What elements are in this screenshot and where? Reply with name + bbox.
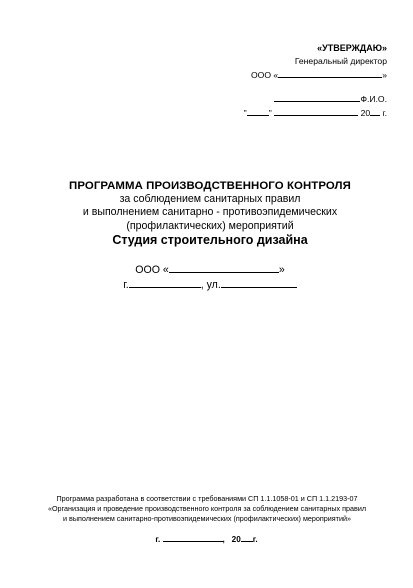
approval-position: Генеральный директор xyxy=(294,56,387,66)
city-blank xyxy=(129,277,201,288)
footer-line-2: «Организация и проведение производственного контроля за соблюдением санитарных правил xyxy=(47,504,367,513)
subtitle-line-3: (профилактических) мероприятий xyxy=(126,219,294,232)
subtitle-line-2: и выполнением санитарно - противоэпидемических xyxy=(82,206,338,219)
subtitle-line-1: за соблюдением санитарных правил xyxy=(119,193,301,205)
document-title: ПРОГРАММА ПРОИЗВОДСТВЕННОГО КОНТРОЛЯ xyxy=(69,180,351,192)
footer-city-prefix: г. xyxy=(155,535,161,544)
approval-date xyxy=(217,106,387,120)
footer-year-prefix: 20 xyxy=(231,535,241,544)
year-blank xyxy=(370,106,380,116)
street-blank xyxy=(221,277,297,288)
date-mid-quote: " xyxy=(268,108,272,118)
month-blank xyxy=(274,106,358,116)
approval-block xyxy=(217,42,387,120)
date-year-prefix: 20 xyxy=(360,108,371,118)
company-name: Студия строительного дизайна xyxy=(112,233,308,247)
approval-heading: «УТВЕРЖДАЮ» xyxy=(317,43,387,53)
approval-org-prefix: ООО « xyxy=(250,70,279,80)
approval-org-suffix: » xyxy=(382,70,387,80)
city-prefix: г. xyxy=(123,279,129,291)
day-blank xyxy=(247,106,269,116)
signature-blank xyxy=(274,92,360,102)
org-blank xyxy=(169,262,279,273)
footer-note xyxy=(12,494,402,524)
footer-city-blank xyxy=(163,532,223,542)
approval-spacer xyxy=(217,82,387,92)
address-line xyxy=(40,277,380,292)
footer-year-suffix: г. xyxy=(252,535,258,544)
footer-line-1: Программа разработана в соответствии с требованиями СП 1.1.1058-01 и СП 1.1.2193-07 xyxy=(56,494,358,503)
date-open-quote: " xyxy=(243,108,247,118)
approval-org-blank xyxy=(278,68,382,78)
date-year-suffix: г. xyxy=(382,108,387,118)
organization-line xyxy=(40,262,380,277)
footer-year-blank xyxy=(241,532,253,542)
approval-signature xyxy=(217,92,387,106)
org-suffix: » xyxy=(278,264,285,276)
footer-date: г. , 20 г. xyxy=(0,532,413,546)
street-prefix: , ул. xyxy=(200,279,221,291)
document-subtitle xyxy=(40,193,380,233)
footer-line-3: и выполнением санитарно-противоэпидемических (профилактических) мероприятий» xyxy=(63,514,351,523)
org-prefix: ООО « xyxy=(135,264,169,276)
approval-organization xyxy=(217,68,387,82)
approval-fio: Ф.И.О. xyxy=(360,94,387,104)
